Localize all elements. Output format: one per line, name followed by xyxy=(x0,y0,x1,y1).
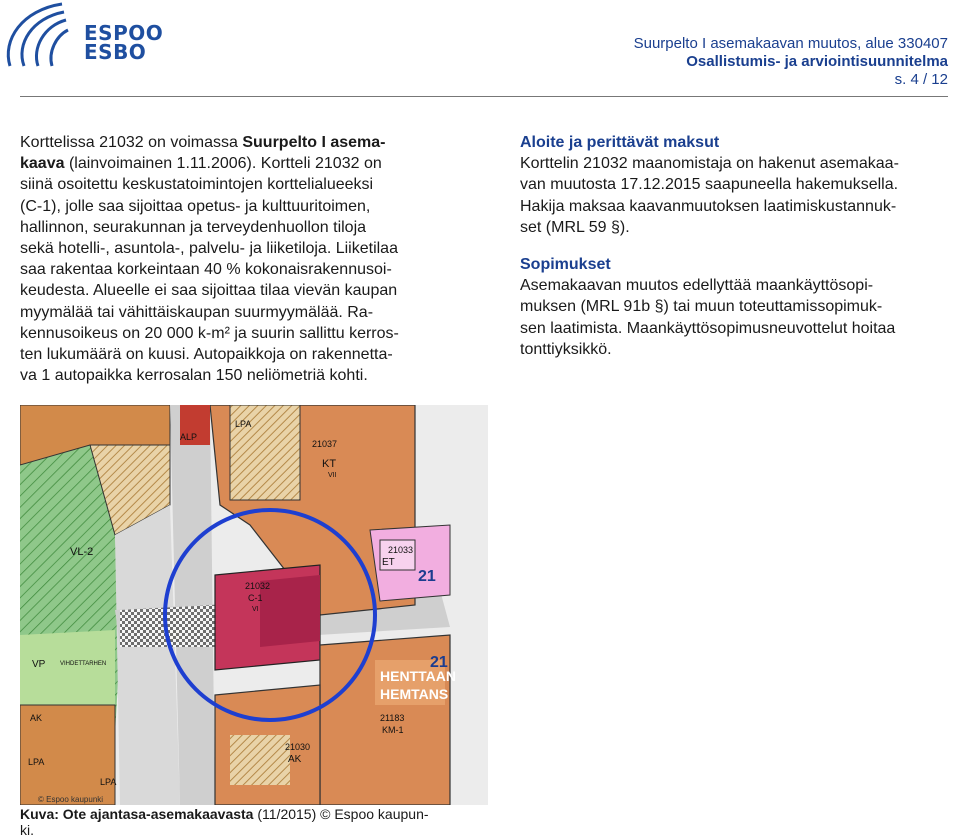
map-label: 21037 xyxy=(312,439,338,449)
text-line: sen laatimista. Maankäyttösopimusneuvottelut hoitaa xyxy=(520,319,896,337)
map-label: 21032 xyxy=(245,581,271,591)
map-label: VP xyxy=(32,659,46,670)
left-text-column xyxy=(20,132,460,386)
text-line: Korttelissa 21032 on voimassa Suurpelto I asema- xyxy=(20,134,386,151)
caption-text: (11/2015) © Espoo kaupun- xyxy=(253,806,429,822)
map-label: VIHDETTARHEN xyxy=(60,661,107,667)
map-label: 21033 xyxy=(388,545,414,555)
map-label: C-1 xyxy=(248,593,263,603)
map-caption xyxy=(20,806,460,838)
logo-line-2: ESBO xyxy=(84,40,147,64)
text-line: hallinnon, seurakunnan ja terveydenhuollon tiloja xyxy=(20,218,367,236)
caption-text-2: ki. xyxy=(20,822,34,838)
text-line: muksen (MRL 91b §) tai muun toteuttamissopimuk- xyxy=(520,298,883,316)
section-heading: Sopimukset xyxy=(520,256,611,274)
map-label: LPA xyxy=(235,419,252,429)
section-initiative xyxy=(520,132,950,238)
right-text-column xyxy=(520,132,950,376)
map-label: ALP xyxy=(180,432,198,442)
map-label: LPA xyxy=(28,757,45,767)
map-label: 21030 xyxy=(285,742,311,752)
text-line: va 1 autopaikka kerrosalan 150 neliömetriä kohti. xyxy=(20,367,368,385)
map-label: 21 xyxy=(430,654,448,671)
text-line: sekä hotelli-, asuntola-, palvelu- ja liiketiloja. Liiketilaa xyxy=(20,240,398,258)
map-label: 21183 xyxy=(380,713,405,723)
map-label: VL-2 xyxy=(70,546,94,558)
text-line: (C-1), jolle saa sijoittaa opetus- ja kulttuuritoimen, xyxy=(20,197,371,215)
document-subtitle: Osallistumis- ja arviointisuunnitelma xyxy=(686,53,948,70)
map-label: HEMTANS xyxy=(380,686,449,702)
header-divider xyxy=(20,96,948,97)
text-line: Asemakaavan muutos edellyttää maankäyttösopi- xyxy=(520,277,874,295)
document-title: Suurpelto I asemakaavan muutos, alue 330407 xyxy=(633,35,948,52)
caption-bold: Kuva: Ote ajantasa-asemakaavasta xyxy=(20,806,254,822)
map-label: AK xyxy=(288,754,302,765)
text-line: tonttiyksikkö. xyxy=(520,340,612,358)
block-21030-hatch xyxy=(230,735,290,785)
zoning-map xyxy=(20,405,488,805)
text-line: saa rakentaa korkeintaan 40 % kokonaisrakennusoi- xyxy=(20,261,392,279)
text-line: van muutosta 17.12.2015 saapuneella hakemuksella. xyxy=(520,176,899,194)
map-copyright: © Espoo kaupunki xyxy=(38,795,104,804)
road-main xyxy=(115,505,180,805)
logo-arc-4 xyxy=(51,30,68,66)
page-number: s. 4 / 12 xyxy=(894,71,948,88)
text-line: keudesta. Alueelle ei saa sijoittaa tilaa vievän kaupan xyxy=(20,282,398,300)
section-agreements xyxy=(520,254,950,360)
text-line: Korttelin 21032 maanomistaja on hakenut asemakaa- xyxy=(520,155,899,173)
section-heading: Aloite ja perittävät maksut xyxy=(520,134,720,151)
text-line: kaava (lainvoimainen 1.11.2006). Kortteli 21032 on xyxy=(20,155,382,173)
map-label: VII xyxy=(328,472,337,479)
text-line: ten lukumäärä on kuusi. Autopaikkoja on rakennetta- xyxy=(20,346,393,364)
map-label: LPA xyxy=(100,777,117,787)
text-line: Hakija maksaa kaavanmuutoksen laatimiskustannuk- xyxy=(520,197,897,215)
logo-line-1: ESPOO xyxy=(84,21,164,45)
map-label: VI xyxy=(252,606,259,613)
map-label: AK xyxy=(30,713,43,723)
map-label: 21 xyxy=(418,568,436,585)
text-line: siinä osoitettu keskustatoimintojen korttelialueeksi xyxy=(20,176,374,194)
text-line: myymälää tai vähittäiskaupan suurmyymälää. Ra- xyxy=(20,303,374,321)
text-line: set (MRL 59 §). xyxy=(520,218,630,236)
text-line: kennusoikeus on 20 000 k-m² ja suurin sallittu kerros- xyxy=(20,324,399,342)
map-label: KT xyxy=(322,458,337,470)
map-label: HENTTAAN xyxy=(380,668,456,684)
map-label: KM-1 xyxy=(382,725,404,735)
map-label: ET xyxy=(382,557,395,568)
logo-wordmark xyxy=(84,21,164,64)
